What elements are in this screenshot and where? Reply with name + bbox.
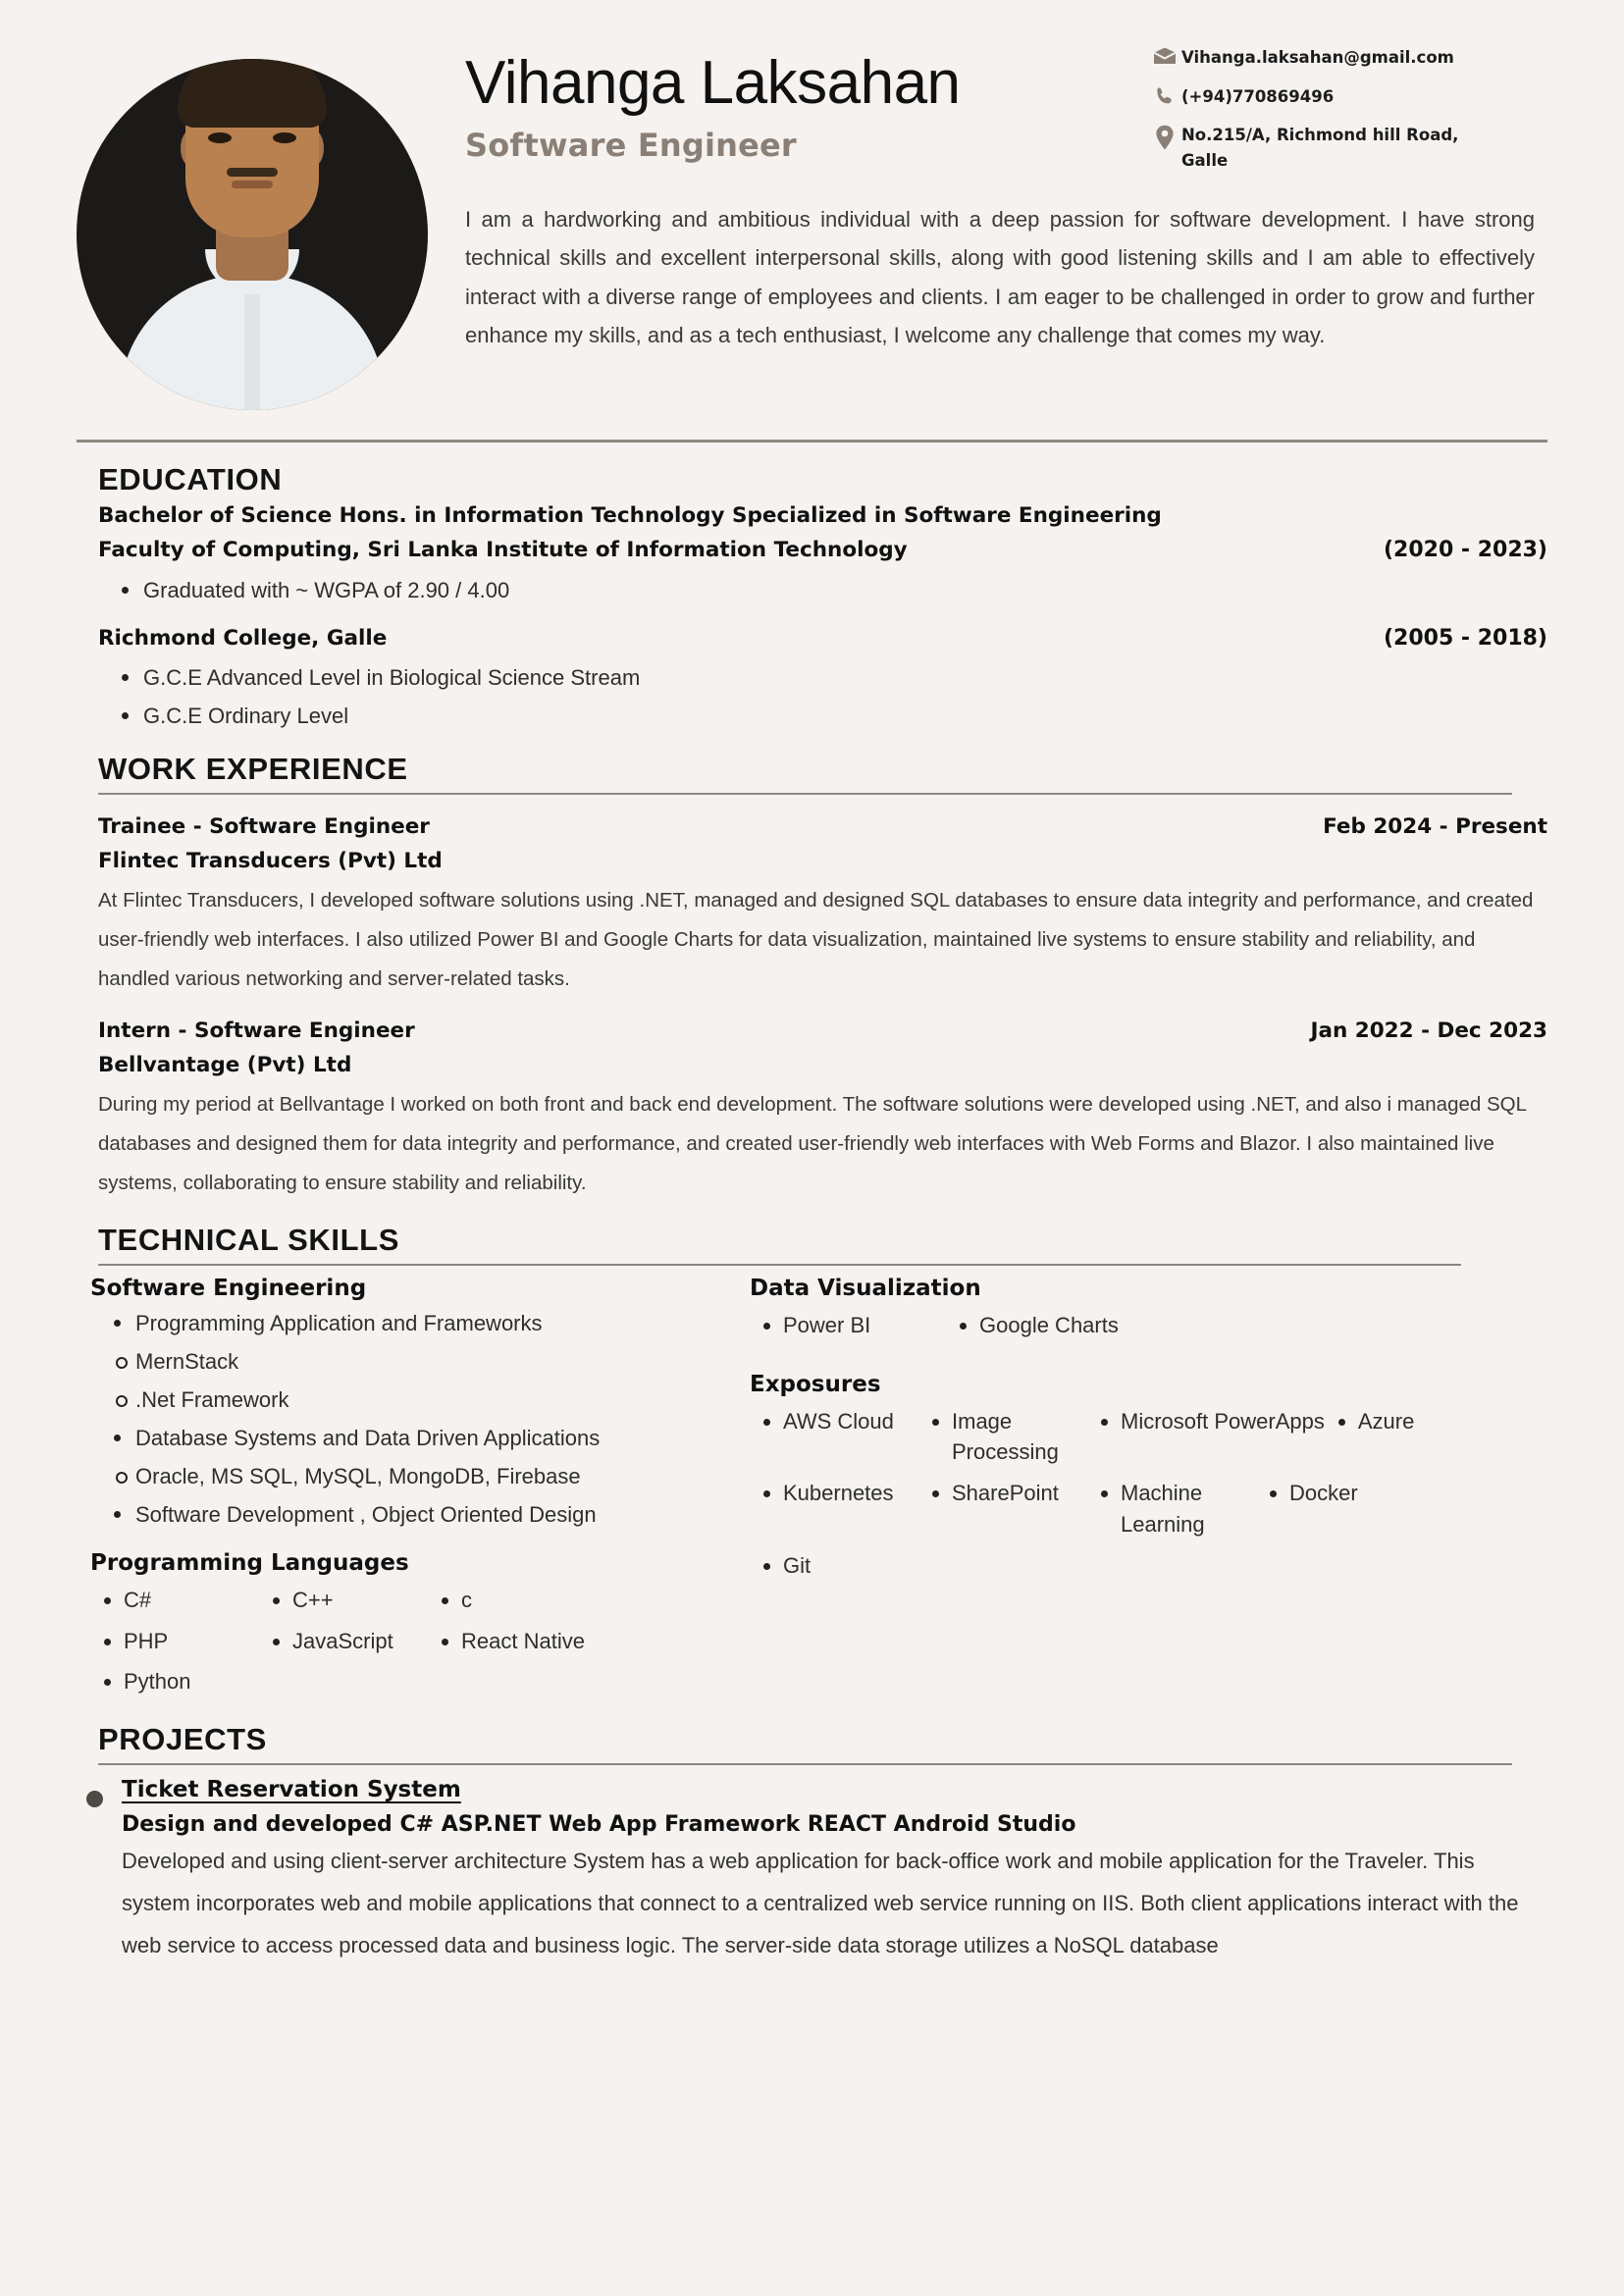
list-item: Software Development , Object Oriented Design: [90, 1498, 685, 1531]
phone-text: (+94)770869496: [1181, 86, 1335, 106]
list-item: Image Processing: [918, 1406, 1087, 1469]
list-item: Oracle, MS SQL, MySQL, MongoDB, Firebase: [90, 1460, 685, 1492]
education-school-date: (2005 - 2018): [1383, 625, 1547, 651]
list-item: Database Systems and Data Driven Applications: [90, 1422, 685, 1454]
projects-heading: PROJECTS: [98, 1722, 267, 1757]
job-title: Intern - Software Engineer: [98, 1018, 415, 1044]
work-experience-rule: [98, 793, 1512, 795]
project-description: Developed and using client-server architecture System has a web application for back-office work and mobile application for the Traveler. This system incorporates web and mobile applications that connect to a centralized web service running on IIS. Both client applications interact with the web service to access processed data and business logic. The server-side data storage utilizes a NoSQL database: [122, 1849, 1519, 1958]
list-item: SharePoint: [918, 1478, 1087, 1540]
list-item: React Native: [428, 1626, 597, 1657]
project-title[interactable]: Ticket Reservation System: [122, 1777, 461, 1803]
project-subtitle: Design and developed C# ASP.NET Web App Framework REACT Android Studio: [122, 1812, 1076, 1838]
technical-skills-section: [0, 1209, 1624, 1703]
work-experience-heading: WORK EXPERIENCE: [98, 752, 408, 787]
list-item: Microsoft PowerApps: [1087, 1406, 1325, 1469]
contact-phone-row[interactable]: [1148, 84, 1541, 110]
software-engineering-sublist: [90, 1345, 685, 1416]
education-degree-points: [98, 574, 1547, 606]
exposures-title: Exposures: [750, 1371, 881, 1397]
job-title: Trainee - Software Engineer: [98, 814, 430, 840]
job-description: During my period at Bellvantage I worked on both front and back end development. The software solutions were developed using .NET, and also i managed SQL databases and designed them for data integrity and performance, and created user-friendly web interfaces with Web Forms and Blazor. I also maintained live systems, collaborating to ensure stability and reliability.: [98, 1092, 1527, 1194]
software-engineering-sublist: [90, 1460, 685, 1492]
education-school: Richmond College, Galle: [98, 625, 388, 651]
exposures-list: [750, 1401, 1547, 1587]
list-item: JavaScript: [259, 1626, 428, 1657]
page-title: Vihanga Laksahan: [465, 49, 961, 117]
list-item: G.C.E Advanced Level in Biological Science Stream: [98, 661, 1547, 694]
phone-icon: [1148, 84, 1181, 106]
education-degree: Bachelor of Science Hons. in Information Technology Specialized in Software Engineering: [98, 503, 1162, 528]
list-item: AWS Cloud: [750, 1406, 918, 1469]
list-item: Docker: [1256, 1478, 1425, 1540]
location-pin-icon: [1148, 123, 1181, 150]
job-company: Flintec Transducers (Pvt) Ltd: [98, 849, 443, 874]
header-divider: [77, 440, 1547, 443]
technical-skills-heading: TECHNICAL SKILLS: [98, 1222, 399, 1257]
list-item: C#: [90, 1585, 259, 1616]
job-role-subtitle: Software Engineer: [465, 127, 797, 165]
skills-right-column: [685, 1276, 1547, 1703]
work-experience-section: [0, 738, 1624, 1202]
education-institute: Faculty of Computing, Sri Lanka Institute of Information Technology: [98, 537, 908, 562]
list-item: Power BI: [750, 1310, 946, 1341]
identity-block: [465, 33, 961, 164]
list-item: Programming Application and Frameworks: [90, 1307, 685, 1339]
resume-header: [0, 0, 1624, 410]
contact-email-row[interactable]: [1148, 45, 1541, 71]
data-visualization-list: [750, 1305, 1547, 1346]
contact-address-row[interactable]: [1148, 123, 1541, 173]
list-item: G.C.E Ordinary Level: [98, 700, 1547, 732]
contact-info: [1148, 33, 1541, 186]
project-entry: [77, 1777, 1547, 1967]
list-item: MernStack: [90, 1345, 685, 1378]
job-date: Jan 2022 - Dec 2023: [1310, 1018, 1547, 1044]
education-heading: EDUCATION: [98, 462, 283, 496]
avatar: [77, 59, 428, 410]
software-engineering-list: [90, 1307, 685, 1339]
list-item: Git: [750, 1550, 918, 1582]
address-line-1: No.215/A, Richmond hill Road,: [1181, 126, 1459, 145]
software-engineering-list: [90, 1422, 685, 1454]
skills-left-column: [77, 1276, 685, 1703]
education-school-points: [98, 661, 1547, 732]
programming-languages-title: Programming Languages: [90, 1549, 409, 1576]
education-section: [0, 448, 1624, 732]
programming-languages-list: [90, 1580, 685, 1703]
job-entry: [98, 810, 1547, 999]
list-item: .Net Framework: [90, 1383, 685, 1416]
education-institute-date: (2020 - 2023): [1383, 537, 1547, 562]
list-item: Python: [90, 1666, 259, 1697]
software-engineering-title: Software Engineering: [90, 1275, 367, 1301]
list-item: c: [428, 1585, 597, 1616]
list-item: Graduated with ~ WGPA of 2.90 / 4.00: [98, 574, 1547, 606]
list-item: Azure: [1325, 1406, 1493, 1469]
email-text: Vihanga.laksahan@gmail.com: [1181, 48, 1454, 67]
technical-skills-rule: [98, 1264, 1461, 1266]
profile-summary: I am a hardworking and ambitious individual with a deep passion for software development. I have strong technical skills and excellent interpersonal skills, along with good listening skills and I am able to effectively interact with a diverse range of employees and clients. I am eager to be challenged in order to grow and further enhance my skills, and as a tech enthusiast, I welcome any challenge that comes my way.: [465, 207, 1535, 347]
software-engineering-list: [90, 1498, 685, 1531]
profile-photo-container: [77, 33, 438, 410]
job-entry: [98, 1015, 1547, 1203]
portrait-illustration: [77, 59, 428, 410]
email-icon: [1148, 45, 1181, 65]
job-date: Feb 2024 - Present: [1323, 814, 1547, 840]
job-company: Bellvantage (Pvt) Ltd: [98, 1052, 352, 1077]
address-text: [1181, 123, 1458, 173]
job-description: At Flintec Transducers, I developed software solutions using .NET, managed and designed SQL databases to ensure data integrity and performance, and created user-friendly web interfaces. I also utilized Power BI and Google Charts for data visualization, maintained live systems to ensure stability and reliability, and handled various networking and server-related tasks.: [98, 889, 1534, 991]
list-item: Machine Learning: [1087, 1478, 1256, 1540]
list-item: Google Charts: [946, 1310, 1142, 1341]
list-item: C++: [259, 1585, 428, 1616]
data-visualization-title: Data Visualization: [750, 1275, 981, 1301]
header-main: [438, 33, 1541, 354]
address-line-2: Galle: [1181, 150, 1229, 170]
list-item: PHP: [90, 1626, 259, 1657]
projects-rule: [98, 1763, 1512, 1765]
list-item: Kubernetes: [750, 1478, 918, 1540]
projects-section: [0, 1708, 1624, 1967]
